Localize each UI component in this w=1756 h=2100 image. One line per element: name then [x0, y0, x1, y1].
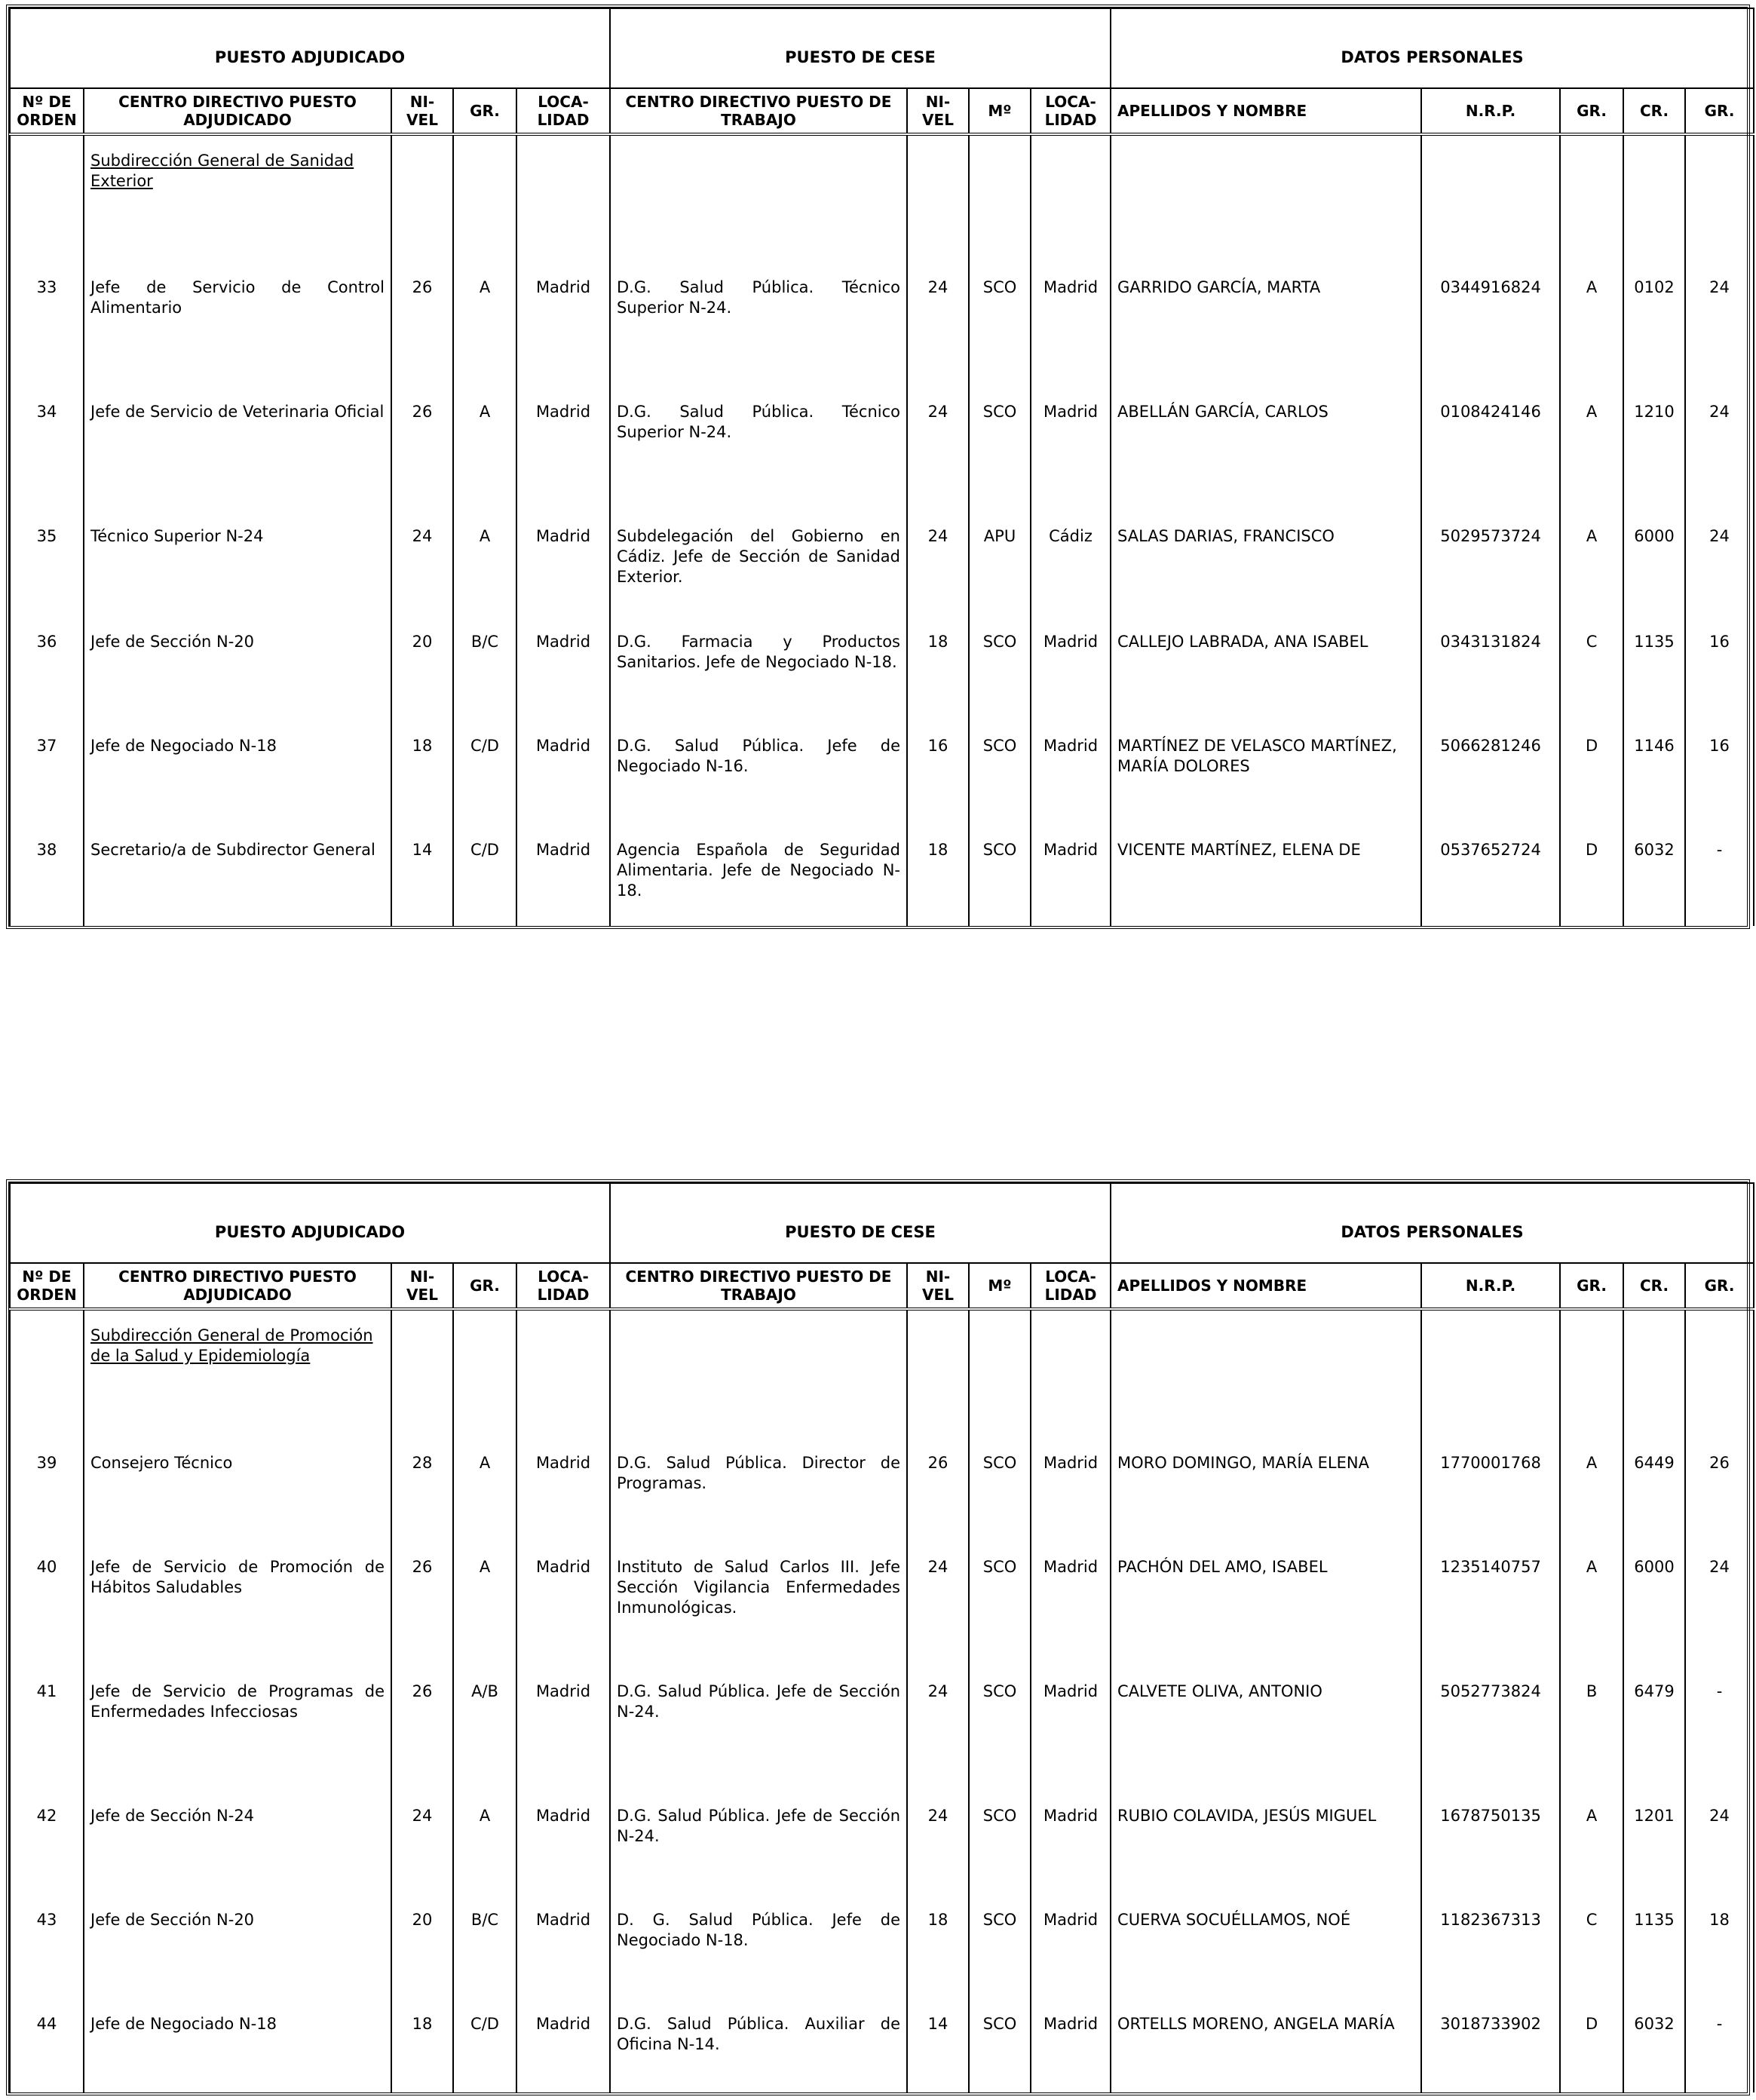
cr-cell: 1135 [1623, 1905, 1685, 2010]
nivel-cell: 24 [391, 1801, 453, 1905]
localidad-cese-cell: Madrid [1031, 1801, 1111, 1905]
cese-cell: D.G. Salud Pública. Técnico Superior N-24. [610, 397, 907, 522]
orden-cell: 33 [10, 273, 84, 397]
col-apellidos: APELLIDOS Y NOMBRE [1111, 88, 1421, 134]
gr-personal-cell: A [1560, 1553, 1623, 1677]
nombre-cell: PACHÓN DEL AMO, ISABEL [1111, 1553, 1421, 1677]
nivel-cese-cell: 24 [907, 1801, 969, 1905]
localidad-cese-cell: Madrid [1031, 397, 1111, 522]
nivel-cell: 14 [391, 835, 453, 926]
localidad-cell: Madrid [516, 627, 610, 731]
cese-cell: D.G. Salud Pública. Jefe de Negociado N-16. [610, 731, 907, 835]
nivel-cese-cell: 18 [907, 835, 969, 926]
gr-final-cell: 18 [1685, 1905, 1754, 2010]
localidad-cell: Madrid [516, 835, 610, 926]
table-row [10, 522, 1754, 627]
localidad-cell: Madrid [516, 731, 610, 835]
nrp-cell: 0343131824 [1421, 627, 1560, 731]
puesto-cell: Jefe de Sección N-20 [84, 627, 391, 731]
localidad-cese-cell: Madrid [1031, 1905, 1111, 2010]
gr-personal-cell: A [1560, 522, 1623, 627]
gr-cell: A [453, 1801, 516, 1905]
col-orden: Nº DE ORDEN [10, 1263, 84, 1309]
nivel-cese-cell: 24 [907, 522, 969, 627]
orden-cell: 40 [10, 1553, 84, 1677]
localidad-cese-cell: Madrid [1031, 835, 1111, 926]
nrp-cell: 5029573724 [1421, 522, 1560, 627]
cese-cell: D.G. Salud Pública. Jefe de Sección N-24. [610, 1677, 907, 1801]
gr-cell: C/D [453, 2010, 516, 2092]
gr-personal-cell: A [1560, 1449, 1623, 1553]
localidad-cese-cell: Madrid [1031, 627, 1111, 731]
cr-cell: 0102 [1623, 273, 1685, 397]
puesto-cell: Jefe de Servicio de Veterinaria Oficial [84, 397, 391, 522]
cese-cell: Subdelegación del Gobierno en Cádiz. Jefe de Sección de Sanidad Exterior. [610, 522, 907, 627]
group-header-personales: DATOS PERSONALES [1111, 1183, 1754, 1263]
localidad-cell: Madrid [516, 1449, 610, 1553]
col-gr: GR. [453, 88, 516, 134]
orden-cell: 36 [10, 627, 84, 731]
nrp-cell: 5066281246 [1421, 731, 1560, 835]
group-header-adjudicado: PUESTO ADJUDICADO [10, 1183, 610, 1263]
section-title: Subdirección General de Promoción de la Salud y Epidemiología [90, 1326, 373, 1365]
table-row [10, 627, 1754, 731]
gr-personal-cell: D [1560, 835, 1623, 926]
gr-personal-cell: D [1560, 731, 1623, 835]
col-localidad: LOCA- LIDAD [516, 88, 610, 134]
nivel-cese-cell: 18 [907, 627, 969, 731]
col-nrp: N.R.P. [1421, 1263, 1560, 1309]
nombre-cell: VICENTE MARTÍNEZ, ELENA DE [1111, 835, 1421, 926]
col-nivel-cese: NI- VEL [907, 1263, 969, 1309]
gr-personal-cell: C [1560, 1905, 1623, 2010]
col-nrp: N.R.P. [1421, 88, 1560, 134]
cr-cell: 6000 [1623, 1553, 1685, 1677]
ministerio-cell: APU [969, 522, 1031, 627]
nivel-cese-cell: 26 [907, 1449, 969, 1553]
ministerio-cell: SCO [969, 1677, 1031, 1801]
nombre-cell: ABELLÁN GARCÍA, CARLOS [1111, 397, 1421, 522]
nombre-cell: MORO DOMINGO, MARÍA ELENA [1111, 1449, 1421, 1553]
gr-cell: B/C [453, 627, 516, 731]
nivel-cese-cell: 24 [907, 397, 969, 522]
orden-cell: 44 [10, 2010, 84, 2092]
col-ministerio: Mº [969, 1263, 1031, 1309]
table-row [10, 731, 1754, 835]
nombre-cell: CALLEJO LABRADA, ANA ISABEL [1111, 627, 1421, 731]
ministerio-cell: SCO [969, 731, 1031, 835]
nivel-cell: 20 [391, 627, 453, 731]
gr-final-cell: - [1685, 835, 1754, 926]
nombre-cell: CUERVA SOCUÉLLAMOS, NOÉ [1111, 1905, 1421, 2010]
gr-cell: A [453, 522, 516, 627]
orden-cell: 34 [10, 397, 84, 522]
nombre-cell: CALVETE OLIVA, ANTONIO [1111, 1677, 1421, 1801]
gr-final-cell: 24 [1685, 522, 1754, 627]
localidad-cese-cell: Madrid [1031, 731, 1111, 835]
col-centro-adjudicado: CENTRO DIRECTIVO PUESTO ADJUDICADO [84, 88, 391, 134]
ministerio-cell: SCO [969, 273, 1031, 397]
orden-cell: 43 [10, 1905, 84, 2010]
gr-personal-cell: D [1560, 2010, 1623, 2092]
nrp-cell: 0344916824 [1421, 273, 1560, 397]
col-orden: Nº DE ORDEN [10, 88, 84, 134]
ministerio-cell: SCO [969, 627, 1031, 731]
nrp-cell: 0108424146 [1421, 397, 1560, 522]
section-title: Subdirección General de Sanidad Exterior [90, 152, 354, 190]
nombre-cell: GARRIDO GARCÍA, MARTA [1111, 273, 1421, 397]
cr-cell: 6479 [1623, 1677, 1685, 1801]
table-sanidad-exterior [6, 5, 1750, 929]
puesto-cell: Jefe de Sección N-20 [84, 1905, 391, 2010]
ministerio-cell: SCO [969, 835, 1031, 926]
puesto-cell: Técnico Superior N-24 [84, 522, 391, 627]
cese-cell: D.G. Salud Pública. Técnico Superior N-24. [610, 273, 907, 397]
puesto-cell: Consejero Técnico [84, 1449, 391, 1553]
table-row [10, 1553, 1754, 1677]
group-header-personales: DATOS PERSONALES [1111, 8, 1754, 88]
col-centro-cese: CENTRO DIRECTIVO PUESTO DE TRABAJO [610, 1263, 907, 1309]
localidad-cese-cell: Madrid [1031, 2010, 1111, 2092]
localidad-cese-cell: Madrid [1031, 273, 1111, 397]
gr-cell: A [453, 273, 516, 397]
col-nivel: NI- VEL [391, 1263, 453, 1309]
cr-cell: 6032 [1623, 2010, 1685, 2092]
nivel-cese-cell: 24 [907, 1677, 969, 1801]
nivel-cese-cell: 16 [907, 731, 969, 835]
col-apellidos: APELLIDOS Y NOMBRE [1111, 1263, 1421, 1309]
cr-cell: 1210 [1623, 397, 1685, 522]
table-row [10, 2010, 1754, 2092]
puesto-cell: Jefe de Servicio de Control Alimentario [84, 273, 391, 397]
nivel-cese-cell: 24 [907, 1553, 969, 1677]
gr-personal-cell: A [1560, 397, 1623, 522]
nrp-cell: 1182367313 [1421, 1905, 1560, 2010]
nivel-cell: 28 [391, 1449, 453, 1553]
localidad-cell: Madrid [516, 1677, 610, 1801]
nrp-cell: 5052773824 [1421, 1677, 1560, 1801]
col-gr-personal: GR. [1560, 1263, 1623, 1309]
localidad-cell: Madrid [516, 397, 610, 522]
nrp-cell: 1770001768 [1421, 1449, 1560, 1553]
assignment-table [9, 1182, 1754, 2092]
gr-final-cell: 24 [1685, 1801, 1754, 1905]
nombre-cell: MARTÍNEZ DE VELASCO MARTÍNEZ, MARÍA DOLORES [1111, 731, 1421, 835]
nrp-cell: 0537652724 [1421, 835, 1560, 926]
cese-cell: D.G. Salud Pública. Auxiliar de Oficina N-14. [610, 2010, 907, 2092]
ministerio-cell: SCO [969, 1801, 1031, 1905]
nrp-cell: 1235140757 [1421, 1553, 1560, 1677]
cese-cell: D.G. Salud Pública. Jefe de Sección N-24. [610, 1801, 907, 1905]
col-cr: CR. [1623, 88, 1685, 134]
nombre-cell: ORTELLS MORENO, ANGELA MARÍA [1111, 2010, 1421, 2092]
gr-final-cell: 24 [1685, 1553, 1754, 1677]
nivel-cell: 24 [391, 522, 453, 627]
orden-cell: 38 [10, 835, 84, 926]
gr-personal-cell: A [1560, 273, 1623, 397]
cr-cell: 6000 [1623, 522, 1685, 627]
gr-final-cell: - [1685, 2010, 1754, 2092]
col-gr-personal: GR. [1560, 88, 1623, 134]
gr-cell: A [453, 1553, 516, 1677]
cese-cell: Instituto de Salud Carlos III. Jefe Sección Vigilancia Enfermedades Inmunológicas. [610, 1553, 907, 1677]
table-row [10, 1677, 1754, 1801]
ministerio-cell: SCO [969, 1449, 1031, 1553]
localidad-cell: Madrid [516, 1553, 610, 1677]
orden-cell: 39 [10, 1449, 84, 1553]
col-gr-final: GR. [1685, 88, 1754, 134]
col-ministerio: Mº [969, 88, 1031, 134]
nivel-cese-cell: 24 [907, 273, 969, 397]
orden-cell: 37 [10, 731, 84, 835]
nombre-cell: RUBIO COLAVIDA, JESÚS MIGUEL [1111, 1801, 1421, 1905]
gr-final-cell: 24 [1685, 273, 1754, 397]
table-row [10, 273, 1754, 397]
orden-cell: 35 [10, 522, 84, 627]
localidad-cell: Madrid [516, 2010, 610, 2092]
nivel-cell: 18 [391, 731, 453, 835]
gr-cell: C/D [453, 731, 516, 835]
gr-final-cell: 16 [1685, 731, 1754, 835]
localidad-cese-cell: Madrid [1031, 1553, 1111, 1677]
cr-cell: 1201 [1623, 1801, 1685, 1905]
gr-personal-cell: B [1560, 1677, 1623, 1801]
gr-cell: A [453, 1449, 516, 1553]
nivel-cell: 26 [391, 1677, 453, 1801]
puesto-cell: Jefe de Sección N-24 [84, 1801, 391, 1905]
ministerio-cell: SCO [969, 2010, 1031, 2092]
gr-cell: A/B [453, 1677, 516, 1801]
col-gr: GR. [453, 1263, 516, 1309]
gr-final-cell: 24 [1685, 397, 1754, 522]
table-row [10, 835, 1754, 926]
col-centro-adjudicado: CENTRO DIRECTIVO PUESTO ADJUDICADO [84, 1263, 391, 1309]
orden-cell: 42 [10, 1801, 84, 1905]
gr-personal-cell: C [1560, 627, 1623, 731]
table-row [10, 1801, 1754, 1905]
orden-cell: 41 [10, 1677, 84, 1801]
table-row [10, 1905, 1754, 2010]
nivel-cese-cell: 14 [907, 2010, 969, 2092]
group-header-cese: PUESTO DE CESE [610, 8, 1111, 88]
table-promocion-salud [6, 1179, 1750, 2095]
col-nivel: NI- VEL [391, 88, 453, 134]
ministerio-cell: SCO [969, 1553, 1031, 1677]
localidad-cese-cell: Madrid [1031, 1449, 1111, 1553]
group-header-adjudicado: PUESTO ADJUDICADO [10, 8, 610, 88]
col-nivel-cese: NI- VEL [907, 88, 969, 134]
col-localidad-cese: LOCA- LIDAD [1031, 1263, 1111, 1309]
cr-cell: 1146 [1623, 731, 1685, 835]
cese-cell: D. G. Salud Pública. Jefe de Negociado N-18. [610, 1905, 907, 2010]
nivel-cell: 26 [391, 273, 453, 397]
cr-cell: 6449 [1623, 1449, 1685, 1553]
localidad-cell: Madrid [516, 273, 610, 397]
nrp-cell: 3018733902 [1421, 2010, 1560, 2092]
col-cr: CR. [1623, 1263, 1685, 1309]
gr-final-cell: 16 [1685, 627, 1754, 731]
cr-cell: 1135 [1623, 627, 1685, 731]
ministerio-cell: SCO [969, 1905, 1031, 2010]
gr-personal-cell: A [1560, 1801, 1623, 1905]
localidad-cese-cell: Cádiz [1031, 522, 1111, 627]
gr-cell: C/D [453, 835, 516, 926]
nombre-cell: SALAS DARIAS, FRANCISCO [1111, 522, 1421, 627]
gr-final-cell: 26 [1685, 1449, 1754, 1553]
puesto-cell: Jefe de Negociado N-18 [84, 731, 391, 835]
localidad-cell: Madrid [516, 1801, 610, 1905]
cese-cell: D.G. Salud Pública. Director de Programas. [610, 1449, 907, 1553]
nivel-cell: 26 [391, 397, 453, 522]
localidad-cell: Madrid [516, 522, 610, 627]
table-row [10, 397, 1754, 522]
nivel-cell: 18 [391, 2010, 453, 2092]
group-header-cese: PUESTO DE CESE [610, 1183, 1111, 1263]
col-localidad-cese: LOCA- LIDAD [1031, 88, 1111, 134]
nivel-cell: 20 [391, 1905, 453, 2010]
gr-final-cell: - [1685, 1677, 1754, 1801]
assignment-table [9, 8, 1754, 926]
localidad-cese-cell: Madrid [1031, 1677, 1111, 1801]
nrp-cell: 1678750135 [1421, 1801, 1560, 1905]
col-gr-final: GR. [1685, 1263, 1754, 1309]
gr-cell: A [453, 397, 516, 522]
table-row [10, 1449, 1754, 1553]
nivel-cese-cell: 18 [907, 1905, 969, 2010]
gr-cell: B/C [453, 1905, 516, 2010]
puesto-cell: Jefe de Servicio de Programas de Enfermedades Infecciosas [84, 1677, 391, 1801]
localidad-cell: Madrid [516, 1905, 610, 2010]
ministerio-cell: SCO [969, 397, 1031, 522]
nivel-cell: 26 [391, 1553, 453, 1677]
col-localidad: LOCA- LIDAD [516, 1263, 610, 1309]
puesto-cell: Secretario/a de Subdirector General [84, 835, 391, 926]
cese-cell: Agencia Española de Seguridad Alimentaria. Jefe de Negociado N-18. [610, 835, 907, 926]
cr-cell: 6032 [1623, 835, 1685, 926]
puesto-cell: Jefe de Negociado N-18 [84, 2010, 391, 2092]
col-centro-cese: CENTRO DIRECTIVO PUESTO DE TRABAJO [610, 88, 907, 134]
cese-cell: D.G. Farmacia y Productos Sanitarios. Jefe de Negociado N-18. [610, 627, 907, 731]
puesto-cell: Jefe de Servicio de Promoción de Hábitos Saludables [84, 1553, 391, 1677]
